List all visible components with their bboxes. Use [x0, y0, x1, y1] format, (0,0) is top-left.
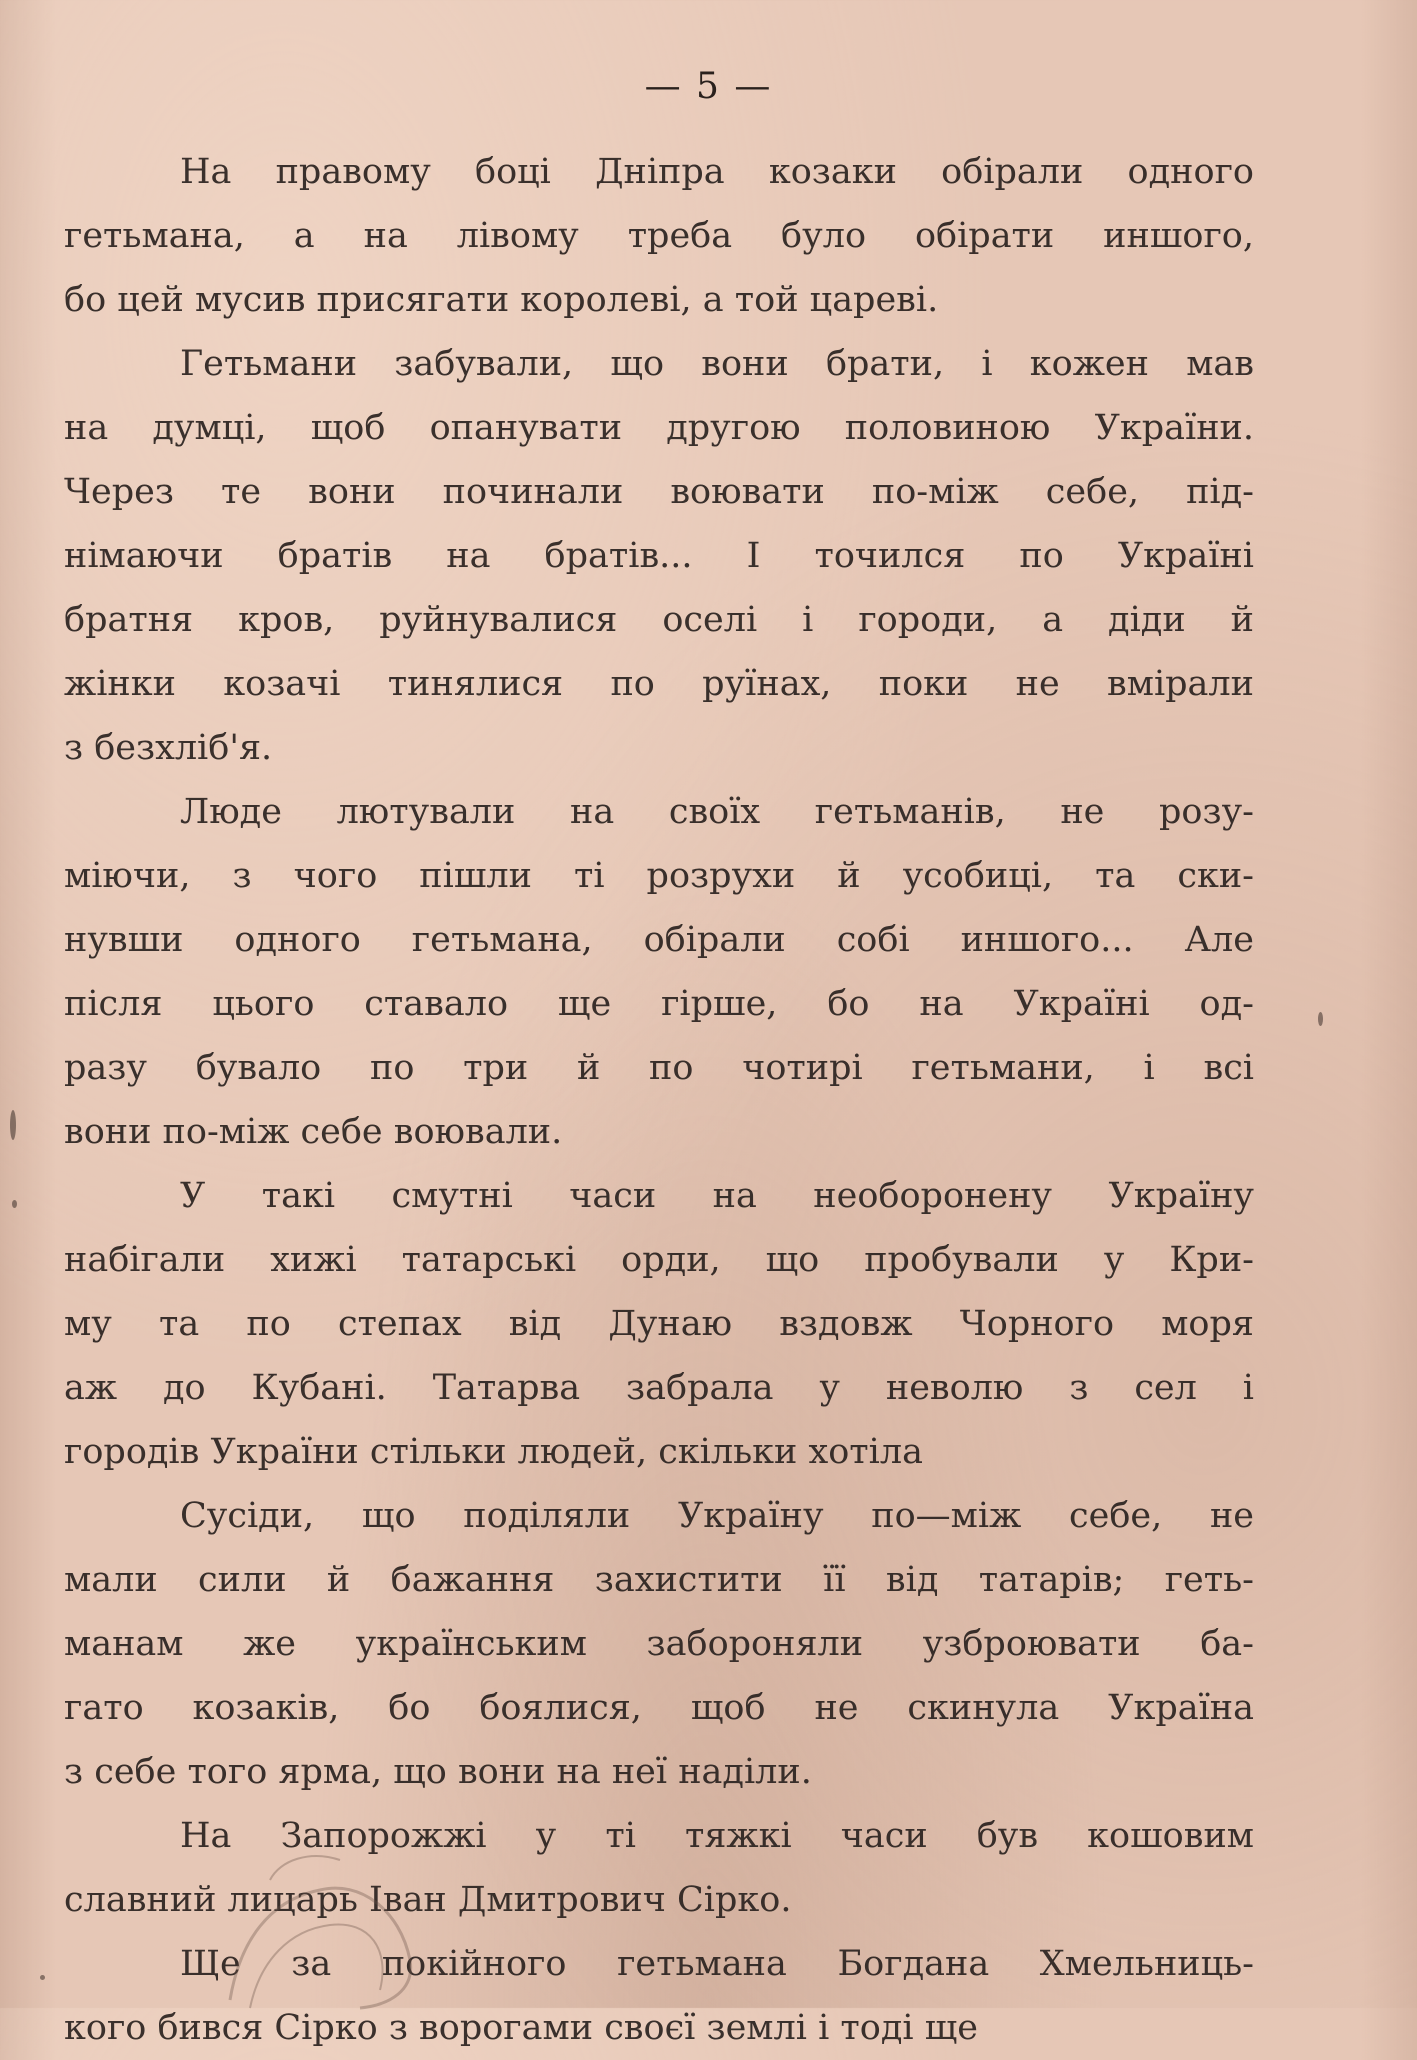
paragraph [64, 140, 1254, 332]
text-line: бо цей мусив присягати королеві, а той цареві. [64, 280, 939, 320]
paragraph [64, 780, 1254, 1164]
text-line: з безхліб'я. [64, 728, 273, 768]
text-line: Гетьмани забували, що вони брати, і кожен мав [180, 344, 1254, 384]
text-line: після цього ставало ще гірше, бо на Україні од- [64, 984, 1254, 1024]
paragraph [64, 1164, 1254, 1484]
text-line: му та по степах від Дунаю вздовж Чорного моря [64, 1304, 1254, 1344]
print-speck [1318, 1012, 1323, 1026]
text-line: На правому боці Дніпра козаки обірали одного [180, 152, 1254, 192]
text-line: на думці, щоб опанувати другою половиною України. [64, 408, 1254, 448]
text-line: славний лицарь Іван Дмитрович Сірко. [64, 1880, 792, 1920]
text-line: аж до Кубані. Татарва забрала у неволю з сел і [64, 1368, 1254, 1408]
text-line: братня кров, руйнувалися оселі і городи, а діди й [64, 600, 1254, 640]
text-line: Через те вони починали воювати по-між себе, під- [64, 472, 1254, 512]
text-line: У такі смутні часи на необоронену Україну [180, 1176, 1254, 1216]
text-line: На Запорожжі у ті тяжкі часи був кошовим [180, 1816, 1254, 1856]
print-speck [40, 1975, 45, 1980]
text-body [64, 140, 1254, 2060]
text-line: вони по-між себе воювали. [64, 1112, 563, 1152]
text-line: жінки козачі тинялися по руїнах, поки не вмірали [64, 664, 1254, 704]
page-number: — 5 — [644, 66, 773, 107]
text-line: німаючи братів на братів... І точился по Україні [64, 536, 1254, 576]
print-speck [12, 1200, 17, 1208]
text-line: міючи, з чого пішли ті розрухи й усобиці, та ски- [64, 856, 1254, 896]
text-line: нувши одного гетьмана, обірали собі иншого... Але [64, 920, 1254, 960]
text-line: кого бився Сірко з ворогами своєї землі і тоді ще [64, 2008, 978, 2048]
text-line: мали сили й бажання захистити її від татарів; геть- [64, 1560, 1254, 1600]
text-line: набігали хижі татарські орди, що пробували у Кри- [64, 1240, 1254, 1280]
text-line: разу бувало по три й по чотирі гетьмани, і всі [64, 1048, 1254, 1088]
ink-stain-decoration [210, 1840, 430, 2010]
text-line: Ще за покійного гетьмана Богдана Хмельниць- [180, 1944, 1254, 1984]
text-line: городів України стільки людей, скільки хотіла [64, 1432, 923, 1472]
text-line: гато козаків, бо боялися, щоб не скинула Україна [64, 1688, 1254, 1728]
paragraph [64, 1484, 1254, 1804]
text-line: гетьмана, а на лівому треба було обірати иншого, [64, 216, 1254, 256]
print-speck [10, 1110, 16, 1140]
text-line: з себе того ярма, що вони на неї наділи. [64, 1752, 812, 1792]
paragraph [64, 332, 1254, 780]
text-line: Сусіди, що поділяли Україну по—між себе, не [180, 1496, 1254, 1536]
text-line: манам же українським забороняли узброювати ба- [64, 1624, 1254, 1664]
text-line: Люде лютували на своїх гетьманів, не розу- [180, 792, 1254, 832]
